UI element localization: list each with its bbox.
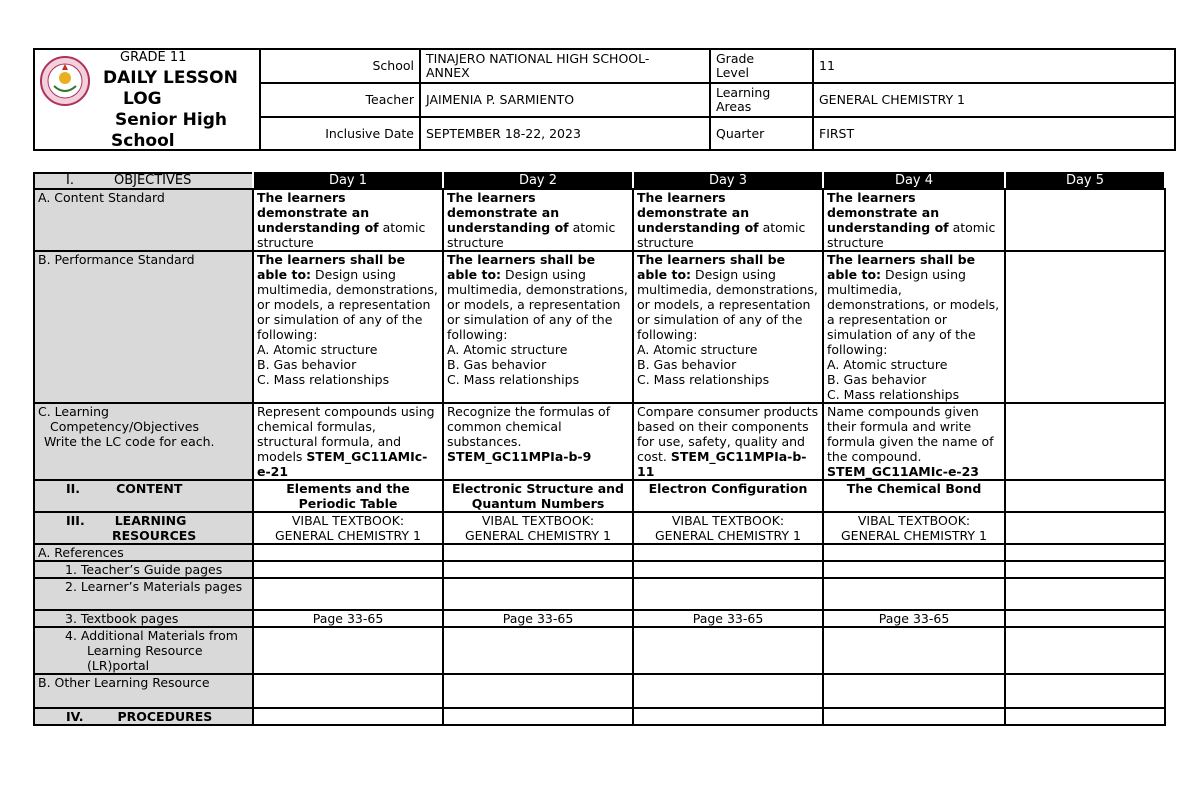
- other-resource-label: B. Other Learning Resource: [34, 674, 253, 708]
- learners-materials-label: 2. Learner’s Materials pages: [34, 578, 253, 610]
- lr-day5: [1005, 512, 1165, 544]
- learners-materials-row: [34, 578, 1165, 610]
- content-standard-row: [34, 189, 1165, 251]
- teachers-guide-row: [34, 561, 1165, 578]
- competency-row: [34, 403, 1165, 480]
- content-day4: The Chemical Bond: [823, 480, 1005, 512]
- day-1-heading: Day 1: [253, 173, 443, 189]
- day-5-heading: Day 5: [1005, 173, 1165, 189]
- lc-day4: Name compounds given their formula and write formula given the name of the compound. STEM_GC11AMIc-e-23: [823, 403, 1005, 480]
- school-label: School: [260, 49, 420, 83]
- grade-heading: GRADE 11: [120, 50, 187, 65]
- ps-day3: The learners shall be able to: Design using multimedia, demonstrations, or models, a representation or simulation of any of the following: A. Atomic structure B. Gas behavior C. Mass relationships: [633, 251, 823, 403]
- procedures-label: IV. PROCEDURES: [34, 708, 253, 725]
- lr-day4: VIBAL TEXTBOOK: GENERAL CHEMISTRY 1: [823, 512, 1005, 544]
- ps-day2: The learners shall be able to: Design using multimedia, demonstrations, or models, a representation or simulation of any of the following: A. Atomic structure B. Gas behavior C. Mass relationships: [443, 251, 633, 403]
- lc-day3: Compare consumer products based on their components for use, safety, quality and cost. STEM_GC11MPIa-b-11: [633, 403, 823, 480]
- additional-materials-row: [34, 627, 1165, 674]
- lc-day1: Represent compounds using chemical formulas, structural formula, and models STEM_GC11AMIc-e-21: [253, 403, 443, 480]
- date-value: SEPTEMBER 18-22, 2023: [420, 117, 710, 150]
- learning-areas-value: GENERAL CHEMISTRY 1: [813, 83, 1175, 117]
- references-row: [34, 544, 1165, 561]
- performance-standard-row: [34, 251, 1165, 403]
- quarter-label: Quarter: [710, 117, 813, 150]
- lc-day2: Recognize the formulas of common chemical substances. STEM_GC11MPIa-b-9: [443, 403, 633, 480]
- deped-seal-icon: [40, 56, 90, 106]
- date-label: Inclusive Date: [260, 117, 420, 150]
- shs-title: Senior High School: [111, 110, 228, 151]
- school-value: TINAJERO NATIONAL HIGH SCHOOL- ANNEX: [420, 49, 710, 83]
- ps-day1: The learners shall be able to: Design using multimedia, demonstrations, or models, a representation or simulation of any of the following: A. Atomic structure B. Gas behavior C. Mass relationships: [253, 251, 443, 403]
- cs-day4: The learners demonstrate an understanding of atomic structure: [823, 189, 1005, 251]
- dll-title: DAILY LESSON LOG: [103, 68, 238, 109]
- lr-day3: VIBAL TEXTBOOK: GENERAL CHEMISTRY 1: [633, 512, 823, 544]
- content-day5: [1005, 480, 1165, 512]
- lr-day1: VIBAL TEXTBOOK: GENERAL CHEMISTRY 1: [253, 512, 443, 544]
- teachers-guide-label: 1. Teacher’s Guide pages: [34, 561, 253, 578]
- references-label: A. References: [34, 544, 253, 561]
- textbook-pages-row: [34, 610, 1165, 627]
- cs-day3: The learners demonstrate an understanding of atomic structure: [633, 189, 823, 251]
- additional-materials-label: 4. Additional Materials from Learning Resource (LR)portal: [34, 627, 253, 674]
- tb-day5: [1005, 610, 1165, 627]
- cs-day5: [1005, 189, 1165, 251]
- content-standard-label: A. Content Standard: [34, 189, 253, 251]
- header-table: [33, 48, 1176, 151]
- tb-day4: Page 33-65: [823, 610, 1005, 627]
- tb-day2: Page 33-65: [443, 610, 633, 627]
- grade-level-value: 11: [813, 49, 1175, 83]
- header-title-block: [34, 49, 260, 150]
- teacher-label: Teacher: [260, 83, 420, 117]
- ps-day4: The learners shall be able to: Design using multimedia, demonstrations, or models, a representation or simulation of any of the following: A. Atomic structure B. Gas behavior C. Mass relationships: [823, 251, 1005, 403]
- cs-day2: The learners demonstrate an understanding of atomic structure: [443, 189, 633, 251]
- tb-day1: Page 33-65: [253, 610, 443, 627]
- learning-resources-label: III. LEARNING RESOURCES: [34, 512, 253, 544]
- content-day1: Elements and the Periodic Table: [253, 480, 443, 512]
- days-header-row: [34, 173, 1165, 189]
- day-4-heading: Day 4: [823, 173, 1005, 189]
- content-row: [34, 480, 1165, 512]
- learning-areas-label: Learning Areas: [710, 83, 813, 117]
- ps-day5: [1005, 251, 1165, 403]
- day-2-heading: Day 2: [443, 173, 633, 189]
- lc-day5: [1005, 403, 1165, 480]
- cs-day1: The learners demonstrate an understanding of atomic structure: [253, 189, 443, 251]
- quarter-value: FIRST: [813, 117, 1175, 150]
- content-day3: Electron Configuration: [633, 480, 823, 512]
- tb-day3: Page 33-65: [633, 610, 823, 627]
- content-day2: Electronic Structure and Quantum Numbers: [443, 480, 633, 512]
- competency-label: C. Learning Competency/Objectives Write the LC code for each.: [34, 403, 253, 480]
- procedures-row: [34, 708, 1165, 725]
- grade-level-label: Grade Level: [710, 49, 813, 83]
- content-label: II. CONTENT: [34, 480, 253, 512]
- teacher-value: JAIMENIA P. SARMIENTO: [420, 83, 710, 117]
- lr-day2: VIBAL TEXTBOOK: GENERAL CHEMISTRY 1: [443, 512, 633, 544]
- other-resource-row: [34, 674, 1165, 708]
- learning-resources-row: [34, 512, 1165, 544]
- day-3-heading: Day 3: [633, 173, 823, 189]
- performance-standard-label: B. Performance Standard: [34, 251, 253, 403]
- objectives-heading: I. OBJECTIVES: [34, 173, 253, 189]
- textbook-pages-label: 3. Textbook pages: [34, 610, 253, 627]
- lesson-table: [33, 172, 1166, 726]
